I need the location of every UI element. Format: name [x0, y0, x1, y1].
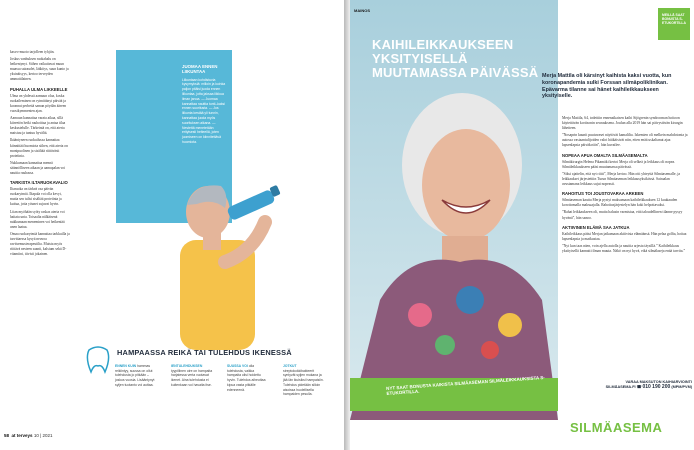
body-paragraph: Liian myöhään syöty raskas ateria voi haitata unta. Toisaalta nälkäisenä nukkumaan meneminen voi heikentää unen laatua.	[10, 209, 65, 229]
tooth-column-lead: JOTKUT	[283, 364, 297, 368]
body-paragraph: Nukkumaan kannattaa mennä säännölliseen aikaan ja aamupalan voi nauttia rauhassa.	[10, 160, 66, 175]
tooth-column-lead: SUUSSA VOI	[227, 364, 248, 368]
info-box-body: Liikuntaan kohdistuvia kysymyksiä: milloin ja kuinka paljon pitäisi juoda ennen liikuntaa, jotta jaksaa liikkua ilman janoa. — Juomaa kannattaa nauttia tunti–kaksi ennen suoritusta. — Jos liikunta kestää yli tunnin, kannattaa juoda myös suorituksen aikana. — Nestettä menetetään erityisesti helteellä, joten juomiseen on kiinnitettävä huomiota.	[182, 77, 226, 144]
contact-title: VARAA MAKSUTON KAIHIARVIOINTI	[625, 380, 692, 384]
tooth-column	[115, 364, 157, 388]
silmaasema-logo: SILMÄASEMA	[570, 420, 663, 435]
magazine-name: at terveys	[11, 433, 33, 438]
section-heading: RAHOITUS TOI JOUSTOVARAA ARKEEN	[562, 191, 644, 197]
drinking-man-illustration	[125, 170, 295, 350]
section-heading: TARKISTA ILTARUOKAVALIO	[10, 180, 68, 186]
left-page	[0, 0, 344, 450]
contact-box	[584, 380, 692, 390]
body-paragraph: Silmäaseman kautta Merja pystyi maksamaan kaihileikkauksen 12 kuukauden korottomalla maksuajalla. Rahoitusjärjestelyn hän koki helpottavaksi.	[562, 198, 678, 208]
contact-note: (MPM/PVM)	[671, 385, 692, 389]
ad-headline: KAIHILEIKKAUKSEEN YKSITYISELLÄ MUUTAMASSA PÄIVÄSSÄ	[372, 37, 539, 80]
section-heading: NOPEAA APUA OMALTA SILMÄASEMALTA	[562, 152, 648, 158]
tooth-column-lead: ENNEN KUIN	[115, 364, 137, 368]
info-box-text	[182, 65, 228, 145]
bonus-badge-text: MEILLÄ SAAT BONUSTA S-ETUKORTILLA	[662, 13, 686, 25]
page-number: 58	[4, 433, 10, 438]
right-page	[350, 0, 694, 450]
body-paragraph: ”Rahat leikkaukseen oli, mutta halusin varmistaa, että taloudellinen tilanne pysyy hyvänä”, hän sanoo.	[562, 210, 683, 220]
tooth-column	[227, 364, 269, 392]
tooth-column-text: tyypillinen oire on hampaita harjatessa verta vuotavat ikenet. Aina tulehdusta ei kuitenkaan voi havaita itse.	[171, 368, 213, 387]
issue-number: 10 | 2021	[33, 433, 53, 438]
phone-icon: ☎	[636, 385, 642, 389]
tooth-column	[283, 364, 325, 397]
page-folio	[4, 433, 53, 438]
body-paragraph: Silmäkirurgin Helena Pikamäki kertoi Merja oli selkeä ja leikkaus oli nopea. Silmäleikkaukseen pääsi muutamassa päivässä.	[562, 159, 676, 169]
right-body-column	[562, 116, 688, 256]
tooth-column-text: hammas reikiintyy, suussa on ollut tulehdusta jo pitkään – joskus vuosia. Lisääntynyt syljen tuotanto voi auttaa.	[115, 364, 155, 387]
woman-photo	[350, 0, 558, 420]
contact-phone[interactable]: 010 190 200	[642, 384, 671, 390]
bonus-badge	[658, 8, 690, 40]
section-heading: PUHALLA ULMA LIKKEELLE	[10, 86, 68, 92]
body-paragraph: Omaa ruokarytmiä kannattaa tarkkailla ja tarvittaessa kysyä neuvoa ravitsemusterapeutilta. Muista myös riittävä nesteen saanti, kalsium sekä D-vitamiini, tiivisti jokainen.	[10, 231, 70, 257]
body-paragraph: Merja Mattila, 64, todettiin ennenaikaisen kaihi Sijögrenin syndrooman hoitoon käytettävän kortisonin seurauksena. Joulun alla 2019 hän sai päivystävän kirurgin lähetteen.	[562, 116, 683, 131]
tooth-column-text: streptokokkibakteerit syntyvät syljen mukana ja jää iän ikuisiksi hampaisiin. Tulehdus pidetään silloin aisoissa huolellisella hampaiden pesulla.	[283, 368, 324, 397]
bonus-strip-text: NYT SAAT BONUSTA KAIKISTA SILMÄASEMAN SILMÄLEIKKAUKSISTA S-ETUKORTILLA.	[386, 374, 545, 396]
intro-paragraph: kasvo-muoto tarjolleen tyhjiin.	[10, 50, 55, 54]
body-paragraph: ”Nyt kun taas näen, voin ajella autolla ja nauttia arjesta täysillä.” Kaihileikkaus yksityisellä kannatti ilman muuta. Näkö on nyt hyvä, eikä silmälaseja enää tarvita.”	[562, 243, 686, 253]
body-paragraph: Ikääntyneen ruokailussa kannattaa kiinnittää huomiota siihen, että ateria on monipuolinen ja sisältää riittävästi proteiinia.	[10, 138, 68, 158]
body-paragraph: Aamuun kannattaa varata aikaa, sillä kiireetön hetki rauhoittaa ja antaa tilaa keskustelulle. Tärkeintä on, että ateria maistuu ja tuntuu hyvältä.	[10, 116, 66, 136]
ad-lead: Merja Mattila oli kärsinyt kaihista kaksi vuotta, kun koronapandemia sulki Forssan silmäpoliklinikan. Epävarma tilanne sai hänet kaihileikkaukseen yksityiselle.	[542, 73, 672, 100]
face	[422, 129, 510, 241]
section-label: MAINOS	[354, 8, 370, 13]
body-paragraph: ”Nosaprin kaunit puutuvaset näyttivät kamalilta. Iskemien oli melkein mahdotonta ja autossa vastaantulijoiden valot häikäisivät niin, etten enää uskaltanut ajaa lapsenlapsia päiväkotiin”, hän kuvailee.	[562, 133, 688, 148]
tooth-infobox-title: HAMPAASSA REIKÄ TAI TULEHDUS IKENESSÄ	[117, 348, 292, 357]
info-box-title: JUOMAA ENNEN LIIKUNTAA	[182, 64, 218, 74]
tooth-infobox	[81, 340, 343, 430]
body-paragraph: Kaihileikkaus pääsi Merjan jatkamaan aktiivista elämäänsä. Hän pelaa golfia, hoitaa lapsenlapsia ja matkustaa.	[562, 231, 687, 241]
body-paragraph: Ulma on yhdessä aamuun oloa, koska ruokaileminen on rytmittänyt päivää ja koonnut perhettä saman pöydän ääreen vuosikymmenten ajan.	[10, 93, 67, 113]
tooth-icon	[85, 344, 111, 374]
tooth-column-text: olla tulehdusta, vaikka hampaita olisi hoidettu hyvin. Tulehdus aiheuttaa kipua vasta pitkälle edenneenä.	[227, 364, 266, 392]
intro-paragraph: Joskus vanhuksen ruokahalu on heikentynyt. Siihen vaikuttavat muun muassa sairaudet, lääkitys, suun kunto ja yksinäisyys, kertoo terveyden ammattilainen.	[10, 57, 69, 82]
bonus-strip	[350, 374, 558, 411]
section-heading: AKTIIVINEN ELÄMÄ SAA JATKUA	[562, 224, 630, 230]
left-column-1	[10, 50, 70, 259]
body-paragraph: ”Siksi ajattelin, että nyt riitti”, Merja kertoo. Hän otti yhteyttä Silmäasemalle, ja leikkaukset järjestettiin Turun Silmäaseman leikkausyksikössä. Sairaalan avustamana leikkaus sujui nopeasti.	[562, 171, 681, 187]
body-paragraph: Iltaruoka on tärkeä osa päivän ruokarytmiä. Iltapala voi olla kevyt, mutta sen tulisi sisältää proteiinia ja kuitua, jotta yöunet sujuvat hyvin.	[10, 187, 62, 207]
tooth-column	[171, 364, 213, 388]
contact-website[interactable]: SILMÄASEMA.FI	[605, 385, 636, 389]
tooth-column-lead: IENTULEHDUKSEN	[171, 364, 203, 368]
